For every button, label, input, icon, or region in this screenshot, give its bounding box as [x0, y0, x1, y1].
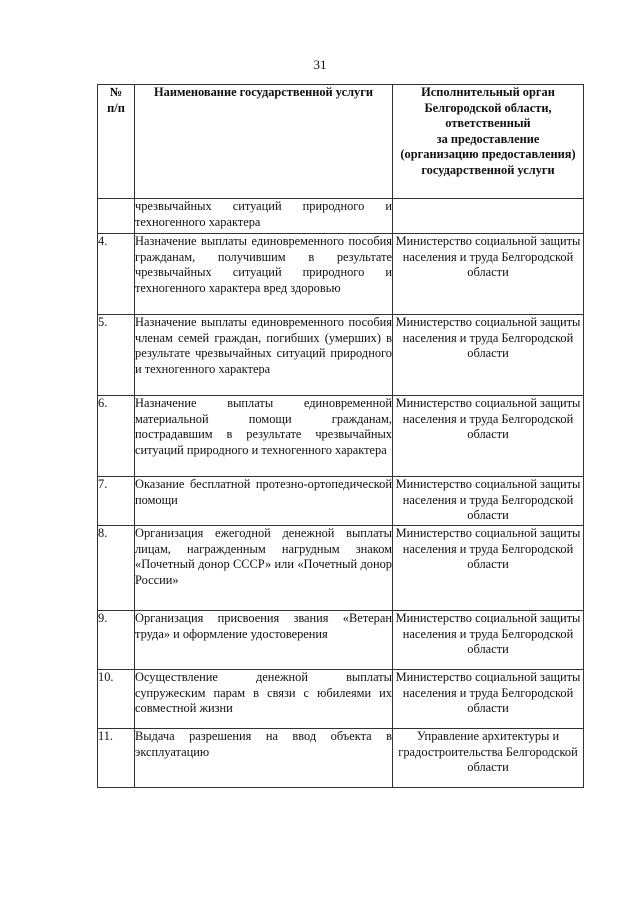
service-name: Оказание бесплатной протезно-ортопедической помощи — [135, 477, 393, 526]
executive-body: Управление архитектуры и градостроительства Белгородской области — [393, 729, 584, 788]
service-name: Организация ежегодной денежной выплаты лицам, награжденным нагрудным знаком «Почетный донор СССР» или «Почетный донор России» — [135, 526, 393, 611]
row-number: 11. — [98, 729, 135, 788]
service-name: Осуществление денежной выплаты супружеским парам в связи с юбилеями их совместной жизни — [135, 670, 393, 729]
column-header-org-line: Исполнительный орган — [421, 85, 555, 99]
executive-body: Министерство социальной защиты населения и труда Белгородской области — [393, 315, 584, 396]
column-header-executive-body — [393, 85, 584, 199]
executive-body: Министерство социальной защиты населения и труда Белгородской области — [393, 396, 584, 477]
row-number: 8. — [98, 526, 135, 611]
column-header-org-line: (организацию предоставления) — [400, 147, 576, 162]
table-row — [98, 729, 584, 788]
column-header-number — [98, 85, 135, 199]
table-row — [98, 234, 584, 315]
table-row — [98, 611, 584, 670]
executive-body: Министерство социальной защиты населения и труда Белгородской области — [393, 477, 584, 526]
column-header-org-line: государственной услуги — [421, 162, 555, 177]
column-header-org-line: Белгородской области, — [424, 100, 552, 115]
column-header-number-line: № — [109, 85, 123, 99]
column-header-service-name: Наименование государственной услуги — [135, 85, 393, 199]
executive-body: Министерство социальной защиты населения и труда Белгородской области — [393, 234, 584, 315]
service-name: Назначение выплаты единовременной материальной помощи гражданам, пострадавшим в результате чрезвычайных ситуаций природного и техногенного характера — [135, 396, 393, 477]
table-row — [98, 526, 584, 611]
service-name: Назначение выплаты единовременного пособия гражданам, получившим в результате чрезвычайных ситуаций природного и техногенного характера вред здоровью — [135, 234, 393, 315]
executive-body: Министерство социальной защиты населения и труда Белгородской области — [393, 670, 584, 729]
row-number: 9. — [98, 611, 135, 670]
executive-body — [393, 199, 584, 234]
row-number: 7. — [98, 477, 135, 526]
table-row — [98, 315, 584, 396]
column-header-number-line: п/п — [107, 100, 125, 115]
table-row — [98, 477, 584, 526]
service-name: чрезвычайных ситуаций природного и техногенного характера — [135, 199, 393, 234]
executive-body: Министерство социальной защиты населения и труда Белгородской области — [393, 611, 584, 670]
table-row — [98, 396, 584, 477]
service-name: Выдача разрешения на ввод объекта в эксплуатацию — [135, 729, 393, 788]
row-number — [98, 199, 135, 234]
executive-body: Министерство социальной защиты населения и труда Белгородской области — [393, 526, 584, 611]
page-number: 31 — [313, 57, 327, 72]
service-name: Организация присвоения звания «Ветеран труда» и оформление удостоверения — [135, 611, 393, 670]
column-header-org-line: за предоставление — [436, 131, 540, 146]
row-number: 4. — [98, 234, 135, 315]
column-header-org-line: ответственный — [445, 116, 531, 131]
table-row — [98, 670, 584, 729]
services-table — [97, 84, 584, 788]
table-row — [98, 199, 584, 234]
service-name: Назначение выплаты единовременного пособия членам семей граждан, погибших (умерших) в результате чрезвычайных ситуаций природного и техногенного характера — [135, 315, 393, 396]
row-number: 5. — [98, 315, 135, 396]
table-header-row — [98, 85, 584, 199]
row-number: 10. — [98, 670, 135, 729]
row-number: 6. — [98, 396, 135, 477]
